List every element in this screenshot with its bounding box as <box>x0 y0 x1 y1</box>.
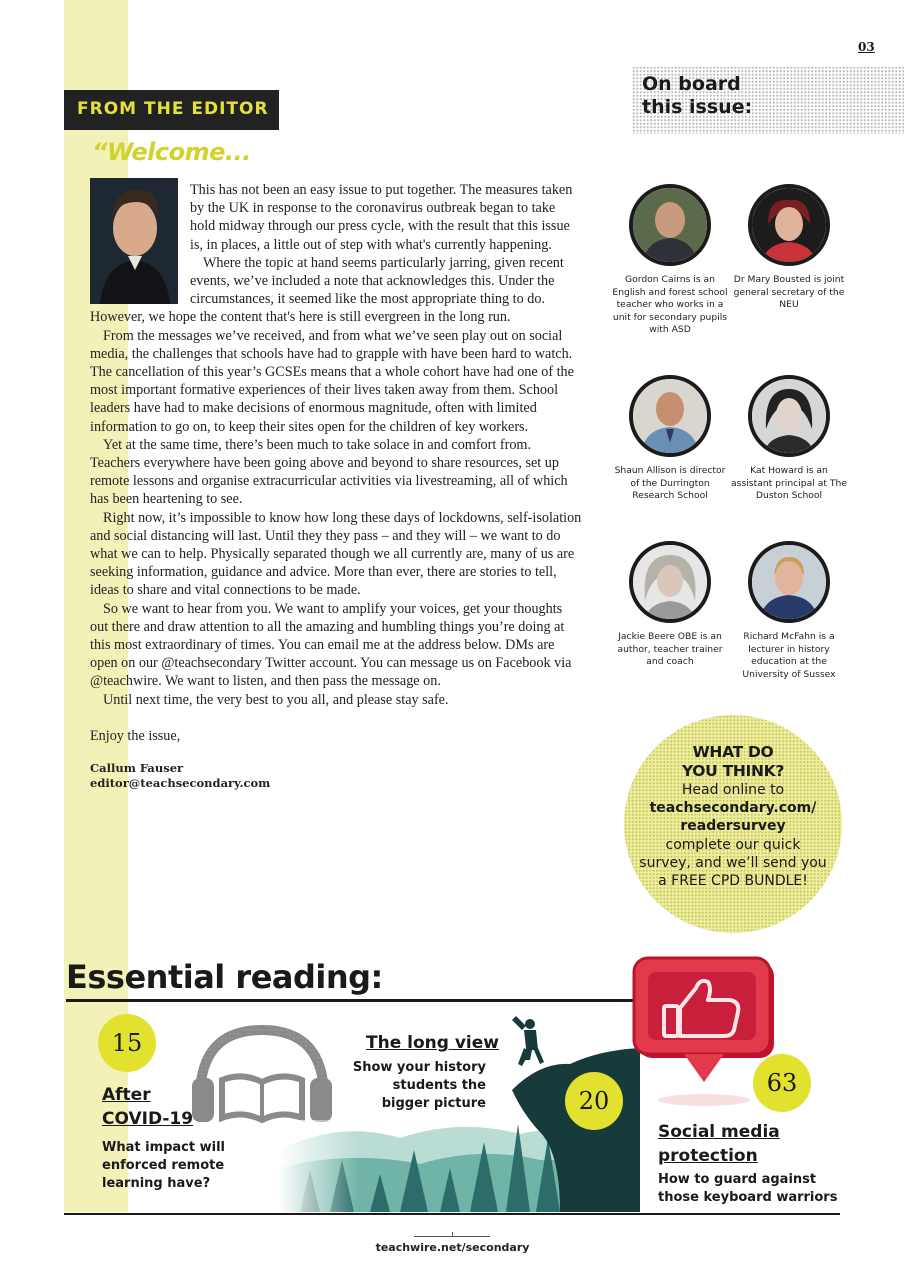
essential-reading-title: Essential reading: <box>66 958 383 996</box>
letter-paragraph: Yet at the same time, there’s been much to take solace in and comfort from. Teachers everywhere have been going above and beyond to share resources, set up remote lessons and organise extracurricular activities via livestreaming, all of which has been heartening to see. <box>90 436 568 508</box>
survey-heading-line: YOU THINK? <box>681 762 785 780</box>
survey-url[interactable]: teachsecondary.com/ <box>649 800 817 817</box>
survey-line: Head online to <box>681 782 785 798</box>
welcome-heading: “Welcome... <box>92 138 251 166</box>
essential-item-title-line: protection <box>658 1146 758 1166</box>
essential-item-desc-line: Show your history <box>352 1060 486 1075</box>
essential-item-title[interactable]: The long view <box>366 1033 499 1053</box>
section-label: FROM THE EDITOR <box>64 90 279 130</box>
essential-item-title[interactable] <box>102 1083 193 1131</box>
survey-line: survey, and we’ll send you <box>639 854 827 871</box>
essential-item-desc-line: What impact will <box>102 1140 226 1155</box>
survey-url[interactable]: readersurvey <box>680 818 786 835</box>
letter-paragraph: This has not been an easy issue to put together. The measures taken by the UK in response to the coronavirus outbreak began to take hold midway through our press cycle, with the result that this issue is, in places, a little out of step with what's currently happening. <box>190 182 573 253</box>
contributor-caption: Jackie Beere OBE is an author, teacher trainer and coach <box>617 631 723 668</box>
survey-line: complete our quick <box>665 836 801 853</box>
essential-item-title-line: After <box>102 1085 151 1105</box>
editor-email[interactable]: editor@teachsecondary.com <box>90 776 271 791</box>
essential-item-desc <box>340 1059 486 1113</box>
contributor-caption: Dr Mary Bousted is joint general secretary of the NEU <box>733 274 845 311</box>
page-badge: 15 <box>98 1014 156 1072</box>
essential-item-desc <box>102 1139 225 1193</box>
footer-url[interactable]: teachwire.net/secondary <box>375 1241 530 1254</box>
essential-item-desc-line: enforced remote <box>102 1158 225 1173</box>
on-board-title-line: this issue: <box>642 96 753 118</box>
letter-paragraph: From the messages we’ve received, and from what we’ve seen play out on social media, the challenges that schools have had to grapple with have been hard to watch. The cancellation of this year’s GCSEs means that a whole cohort have had one of the most important formative experiences of their lives taken away from them. School leaders have had to make decisions of enormous magnitude, often with limited information to go on, to keep their sites open for the children of key workers. <box>90 327 574 435</box>
letter-paragraph: So we want to hear from you. We want to amplify your voices, get your thoughts out there and draw attention to all the amazing and humbling things you’re doing at this most extraordinary of times. You can email me at the address below. DMs are open on our @teachsecondary Twitter account. You can message us on Facebook via @teachwire. We want to listen, and then pass the message on. <box>90 600 572 690</box>
essential-item-desc-line: How to guard against <box>658 1172 817 1187</box>
essential-item-desc-line: bigger picture <box>381 1096 486 1111</box>
essential-item-title[interactable] <box>658 1120 780 1168</box>
letter-paragraph: Until next time, the very best to you all, and please stay safe. <box>103 691 449 708</box>
survey-line: a FREE CPD BUNDLE! <box>658 873 808 890</box>
contributor-caption: Gordon Cairns is an English and forest school teacher who works in a unit for secondary pupils with ASD <box>612 274 728 336</box>
contributor-caption: Richard McFahn is a lecturer in history education at the University of Sussex <box>742 631 836 680</box>
page-badge: 20 <box>565 1072 623 1130</box>
survey-heading-line: WHAT DO <box>692 743 774 761</box>
letter-signoff: Enjoy the issue, <box>90 727 181 744</box>
essential-item-title-line: Social media <box>658 1122 780 1142</box>
essential-item-desc <box>658 1171 837 1207</box>
editor-name: Callum Fauser <box>90 761 184 776</box>
essential-item-desc-line: those keyboard warriors <box>658 1190 838 1205</box>
hiker-figure <box>512 1016 544 1066</box>
essential-item-title-line: COVID-19 <box>102 1109 194 1129</box>
bottom-rule <box>64 1213 840 1215</box>
essential-item-desc-line: learning have? <box>102 1176 211 1191</box>
letter-paragraph: Where the topic at hand seems particularly jarring, given recent events, we’ve included a note that acknowledges this. Under the circumstances, it seemed like the most appropriate thing to do. However, we hope the content that's here is still evergreen in the long run. <box>90 254 564 326</box>
footer-tick <box>452 1232 453 1237</box>
letter-paragraph: Right now, it’s impossible to know how long these days of lockdowns, self-isolation and social distancing will last. Until they they pass – and they will – we want to do what we can to help. Physically separated though we all currently are, many of us are seeking information, guidance and advice. More than ever, there are stories to tell, ideas to share and vital connections to be made. <box>90 509 582 599</box>
page-number: 03 <box>858 40 875 54</box>
page-badge: 63 <box>753 1054 811 1112</box>
essential-item-desc-line: students the <box>392 1078 486 1093</box>
contributor-caption: Kat Howard is an assistant principal at The Duston School <box>731 465 847 502</box>
headphones-book-icon <box>192 1030 332 1122</box>
contributor-caption: Shaun Allison is director of the Durrington Research School <box>614 465 726 502</box>
on-board-title-line: On board <box>642 73 741 95</box>
